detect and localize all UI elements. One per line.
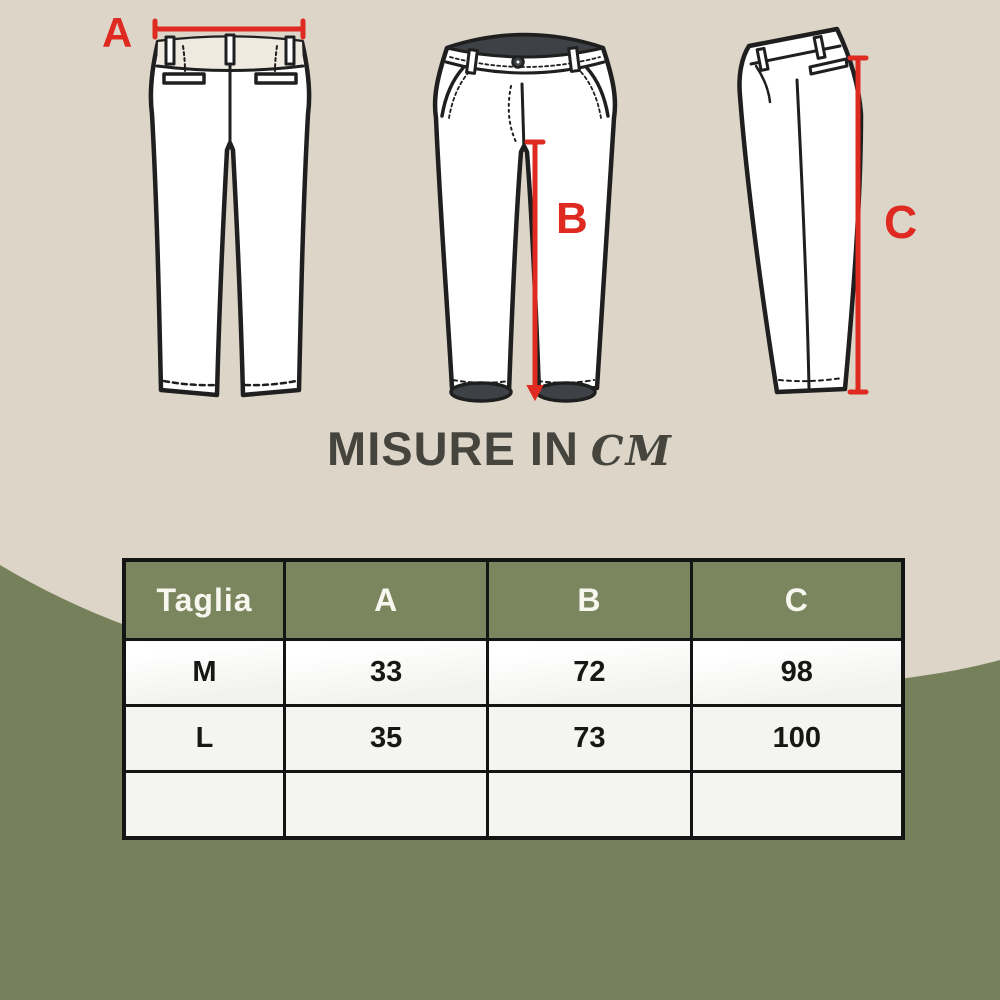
pants-side-view-icon [739,29,861,392]
cell-empty-size [124,772,284,839]
pants-back-view-icon [151,35,309,395]
col-header-taglia: Taglia [124,560,284,640]
table-header-row [124,560,903,640]
cell-m-b: 72 [488,640,691,706]
title-unit-text: CM [590,427,673,475]
cell-l-b: 73 [488,706,691,772]
cell-empty-c [691,772,903,839]
cell-empty-a [284,772,487,839]
cell-l-a: 35 [284,706,487,772]
cell-l-c: 100 [691,706,903,772]
cell-empty-b [488,772,691,839]
pants-front-view-icon [435,35,615,401]
table-row-l [124,706,903,772]
measure-label-a: A [102,9,133,56]
cell-m-c: 98 [691,640,903,706]
cell-size-l: L [124,706,284,772]
cell-size-m: M [124,640,284,706]
title-main-text: MISURE IN [327,422,579,475]
measure-label-c: C [884,196,918,248]
col-header-b: B [488,560,691,640]
measure-label-b: B [556,194,588,243]
cell-m-a: 33 [284,640,487,706]
page-title [0,421,1000,476]
table-row-m [124,640,903,706]
size-table [122,558,905,840]
col-header-c: C [691,560,903,640]
table-row-empty [124,772,903,839]
col-header-a: A [284,560,487,640]
